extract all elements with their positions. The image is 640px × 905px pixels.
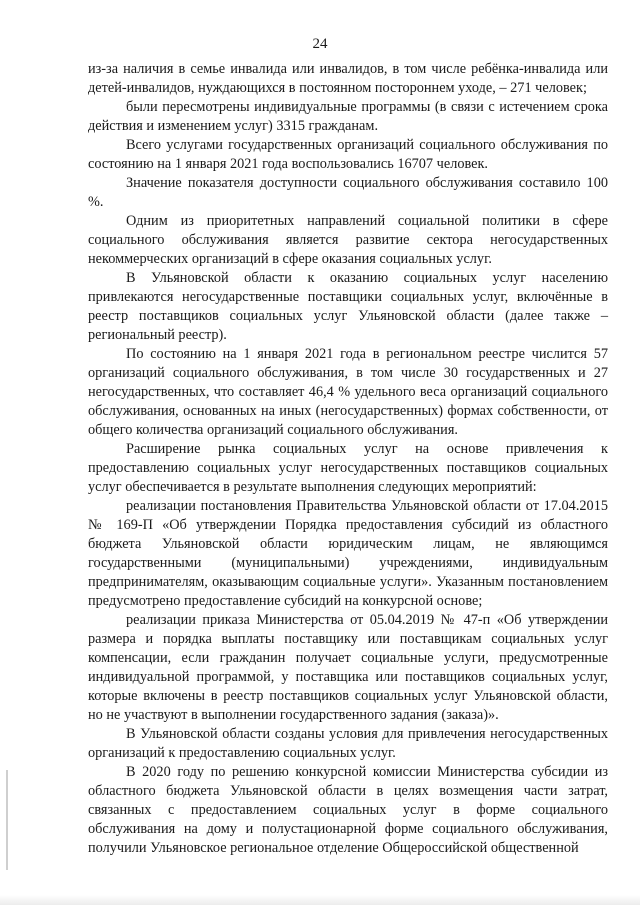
paragraph-4: Значение показателя доступности социального обслуживания составило 100 %. xyxy=(88,175,608,210)
paragraph-9: реализации постановления Правительства Ульяновской области от 17.04.2015 № 169-П «Об утверждении Порядка предоставления субсидий из областного бюджета Ульяновской области юридическим лицам, не являющимся государственными (муниципальными) учреждениями, индивидуальным предпринимателям, оказывающим социальные услуги». Указанным постановлением предусмотрено предоставление субсидий на конкурсной основе; xyxy=(88,498,608,609)
document-body xyxy=(88,60,608,858)
page-number: 24 xyxy=(312,36,328,52)
paragraph-1: из-за наличия в семье инвалида или инвалидов, в том числе ребёнка-инвалида или детей-инвалидов, нуждающихся в постоянном постороннем уходе, – 271 человек; xyxy=(88,61,608,96)
scan-edge-mark xyxy=(6,770,8,870)
scan-bottom-shadow xyxy=(0,895,640,905)
paragraph-7: По состоянию на 1 января 2021 года в региональном реестре числится 57 организаций социального обслуживания, в том числе 30 государственных и 27 негосударственных, что составляет 46,4 % удельного веса организаций социального обслуживания, основанных на иных (негосударственных) формах собственности, от общего количества организаций социального обслуживания. xyxy=(88,346,608,438)
paragraph-12: В 2020 году по решению конкурсной комиссии Министерства субсидии из областного бюджета Ульяновской области в целях возмещения части затрат, связанных с предоставлением социальных услуг в форме социального обслуживания на дому и полустационарной форме социального обслуживания, получили Ульяновское региональное отделение Общероссийской общественной xyxy=(88,764,608,856)
paragraph-3: Всего услугами государственных организаций социального обслуживания по состоянию на 1 января 2021 года воспользовались 16707 человек. xyxy=(88,137,608,172)
paragraph-10: реализации приказа Министерства от 05.04.2019 № 47-п «Об утверждении размера и порядка выплаты поставщику или поставщикам социальных услуг компенсации, если гражданин получает социальные услуги, предусмотренные индивидуальной программой, у поставщика или поставщиков социальных услуг, которые включены в реестр поставщиков социальных услуг Ульяновской области, но не участвуют в выполнении государственного задания (заказа)». xyxy=(88,612,608,723)
paragraph-5: Одним из приоритетных направлений социальной политики в сфере социального обслуживания является развитие сектора негосударственных некоммерческих организаций в сфере оказания социальных услуг. xyxy=(88,213,608,267)
paragraph-2: были пересмотрены индивидуальные программы (в связи с истечением срока действия и изменением услуг) 3315 гражданам. xyxy=(88,99,608,134)
paragraph-8: Расширение рынка социальных услуг на основе привлечения к предоставлению социальных услуг негосударственных поставщиков социальных услуг обеспечивается в результате выполнения следующих мероприятий: xyxy=(88,441,608,495)
paragraph-11: В Ульяновской области созданы условия для привлечения негосударственных организаций к предоставлению социальных услуг. xyxy=(88,726,608,761)
paragraph-6: В Ульяновской области к оказанию социальных услуг населению привлекаются негосударственные поставщики социальных услуг, включённые в реестр поставщиков социальных услуг Ульяновской области (далее также – региональный реестр). xyxy=(88,270,608,343)
